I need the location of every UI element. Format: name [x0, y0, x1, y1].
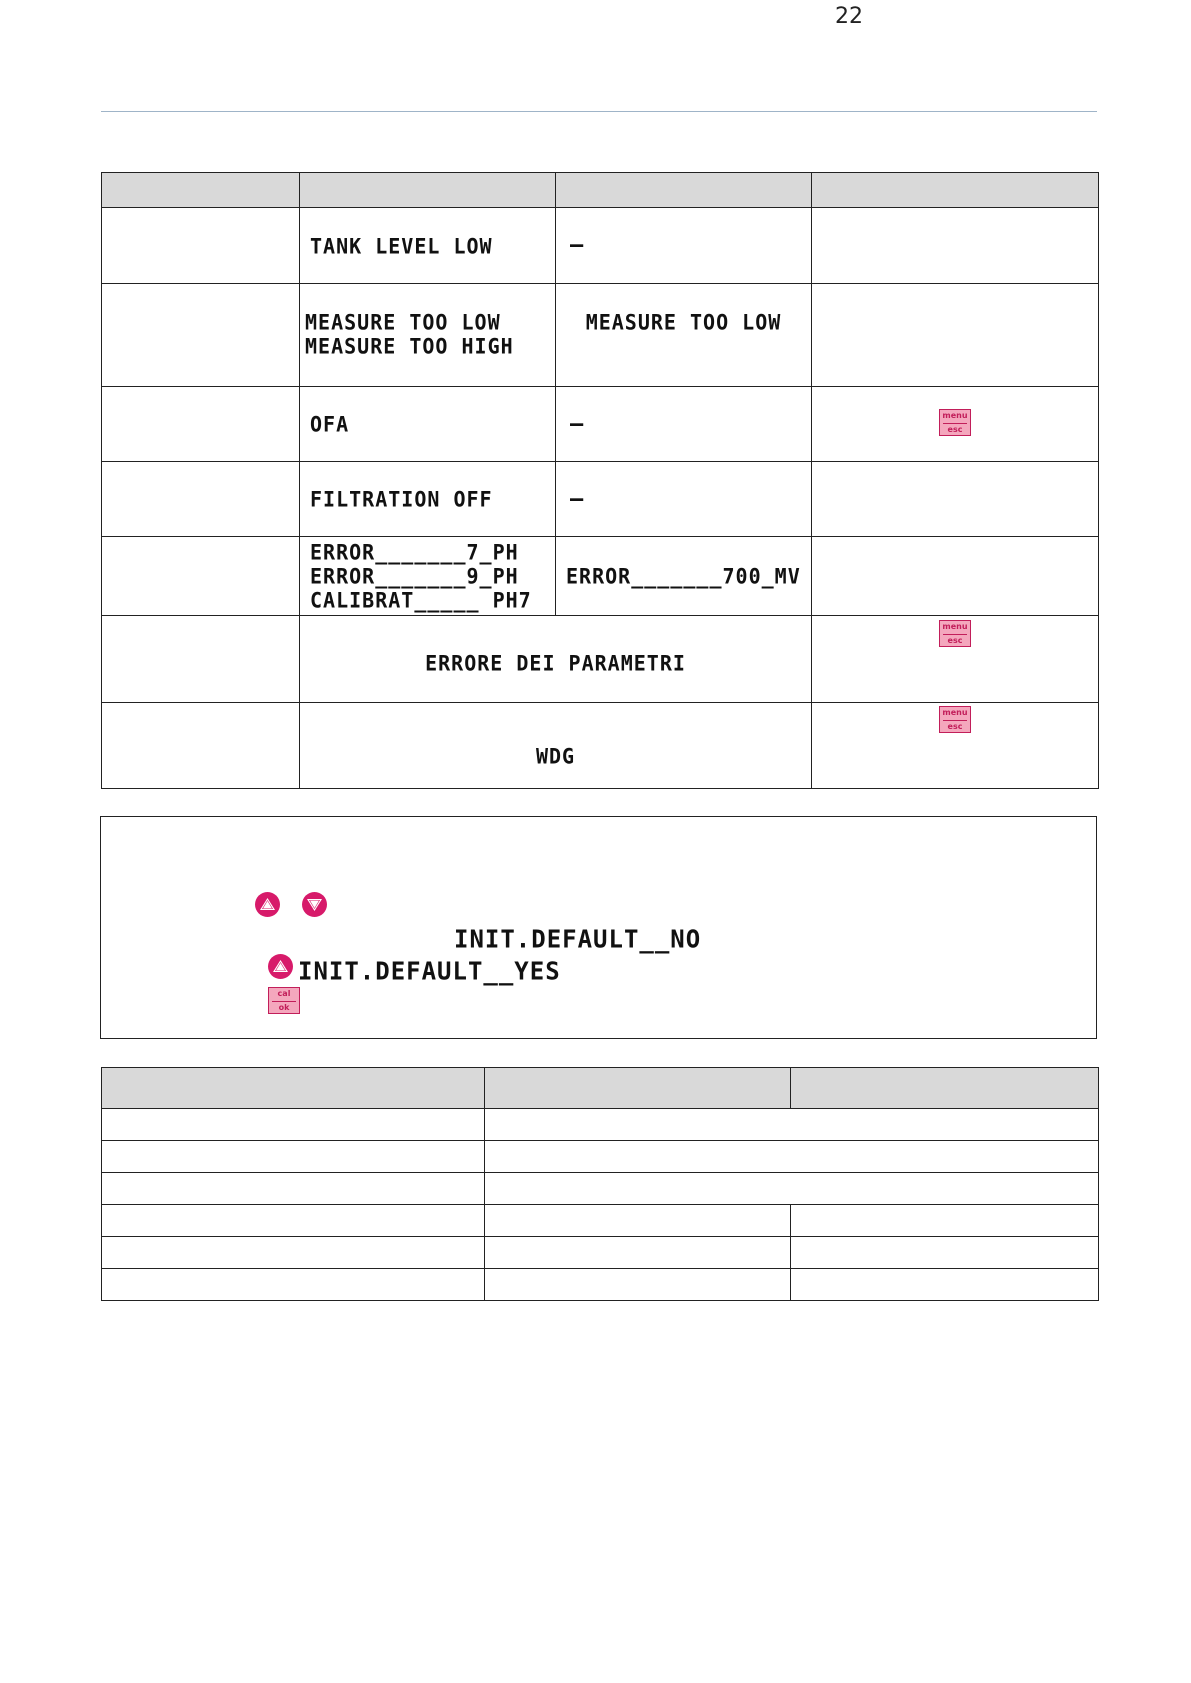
- menu-esc-key-icon: menu esc: [939, 620, 971, 647]
- lcd-text: CALIBRAT_____ PH7: [310, 587, 532, 613]
- lcd-text: OFA: [310, 411, 350, 437]
- table-row: [102, 1205, 1099, 1237]
- table-row: [102, 1269, 1099, 1301]
- lcd-init-default-no: INIT.DEFAULT__NO: [454, 924, 702, 954]
- table-row: [102, 1237, 1099, 1269]
- alarm-table: [101, 172, 1099, 789]
- lcd-text: MEASURE TOO LOW: [305, 309, 501, 335]
- table-row: [102, 1173, 1099, 1205]
- lcd-text: MEASURE TOO LOW: [585, 309, 782, 335]
- table-row: [102, 1109, 1099, 1141]
- menu-esc-key-icon: menu esc: [939, 409, 971, 436]
- dash: –: [570, 486, 584, 512]
- header-cell: [102, 173, 300, 208]
- lcd-text: MEASURE TOO HIGH: [305, 333, 514, 359]
- lcd-text: ERROR_______9_PH: [310, 563, 519, 589]
- table-row: [102, 1141, 1099, 1173]
- defaults-table: [101, 1067, 1099, 1301]
- table-row: [102, 616, 1099, 703]
- page-number: 22: [835, 4, 863, 29]
- header-rule: [101, 111, 1097, 112]
- table-row: [102, 703, 1099, 789]
- lcd-text: ERROR_______700_MV: [566, 563, 801, 589]
- defaults-header: [102, 1068, 1099, 1109]
- lcd-text: FILTRATION OFF: [310, 486, 493, 512]
- table-row: [102, 284, 1099, 387]
- up-arrow-icon: [268, 954, 293, 979]
- up-arrow-icon: [255, 892, 280, 917]
- lcd-text: TANK LEVEL LOW: [310, 232, 493, 259]
- dash: –: [570, 233, 584, 258]
- alarm-table-header: [102, 173, 1099, 208]
- lcd-text: ERROR_______7_PH: [310, 539, 519, 565]
- dash: –: [570, 411, 584, 437]
- header-cell: [556, 173, 812, 208]
- table-row: [102, 208, 1099, 284]
- note-box: [100, 816, 1097, 1039]
- menu-esc-key-icon: menu esc: [939, 706, 971, 733]
- table-row: [102, 387, 1099, 462]
- table-row: [102, 537, 1099, 616]
- header-cell: [300, 173, 556, 208]
- down-arrow-icon: [302, 892, 327, 917]
- lcd-init-default-yes: INIT.DEFAULT__YES: [298, 956, 561, 986]
- cal-ok-key-icon: cal ok: [268, 987, 300, 1014]
- header-cell: [812, 173, 1099, 208]
- table-row: [102, 462, 1099, 537]
- lcd-text: WDG: [535, 742, 576, 769]
- lcd-text: ERRORE DEI PARAMETRI: [425, 650, 686, 676]
